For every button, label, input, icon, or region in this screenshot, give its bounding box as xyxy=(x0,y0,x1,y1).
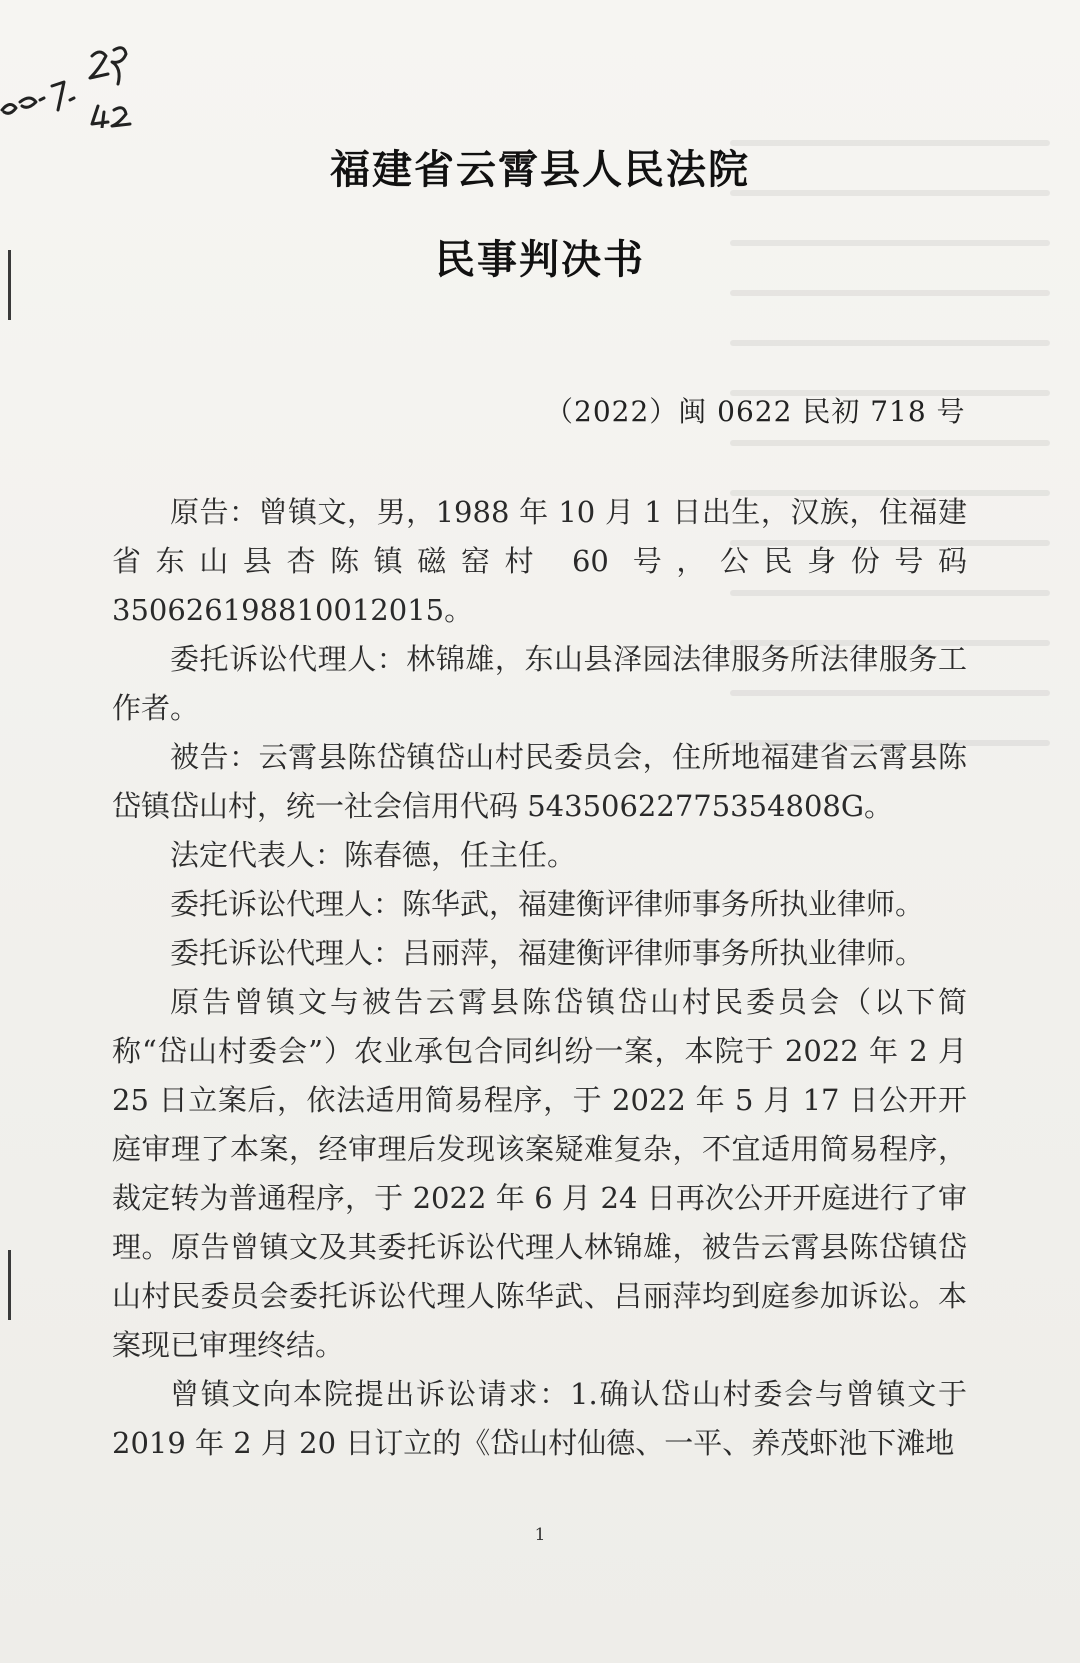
page-number: 1 xyxy=(534,1525,546,1545)
paragraph-defendant-agent-1: 委托诉讼代理人：陈华武，福建衡评律师事务所执业律师。 xyxy=(170,887,925,921)
paragraph-plaintiff: 原告：曾镇文，男，1988 年 10 月 1 日出生，汉族，住福建省东山县杏陈镇磁窑村 60 号，公民身份号码 350626198810012015。 xyxy=(112,495,967,627)
binder-hole-mark xyxy=(0,1250,11,1320)
paragraph-legal-representative: 法定代表人：陈春德，任主任。 xyxy=(170,838,577,872)
paragraph-defendant-agent-2: 委托诉讼代理人：吕丽萍，福建衡评律师事务所执业律师。 xyxy=(170,936,925,970)
handwritten-annotation xyxy=(0,28,150,128)
paragraph-defendant: 被告：云霄县陈岱镇岱山村民委员会，住所地福建省云霄县陈岱镇岱山村，统一社会信用代码 54350622775354808G。 xyxy=(112,740,967,823)
court-name: 福建省云霄县人民法院 xyxy=(330,146,750,193)
handwriting-scribble xyxy=(0,28,150,128)
paragraph-claims: 曾镇文向本院提出诉讼请求：1.确认岱山村委会与曾镇文于 2019 年 2 月 20 日订立的《岱山村仙德、一平、养茂虾池下滩地 xyxy=(112,1377,967,1460)
case-number: （2022）闽 0622 民初 718 号 xyxy=(545,395,966,428)
paragraph-plaintiff-agent: 委托诉讼代理人：林锦雄，东山县泽园法律服务所法律服务工作者。 xyxy=(112,642,967,725)
paragraph-case-history: 原告曾镇文与被告云霄县陈岱镇岱山村民委员会（以下简称“岱山村委会”）农业承包合同纠纷一案，本院于 2022 年 2 月 25 日立案后，依法适用简易程序，于 2022 年 5 月 17 日公开开庭审理了本案，经审理后发现该案疑难复杂，不宜适用简易程序，裁定转为普通程序，于 2022 年 6 月 24 日再次公开开庭进行了审理。原告曾镇文及其委托诉讼代理人林锦雄，被告云霄县陈岱镇岱山村民委员会委托诉讼代理人陈华武、吕丽萍均到庭参加诉讼。本案现已审理终结。 xyxy=(112,985,967,1362)
document-type: 民事判决书 xyxy=(435,236,645,283)
document-body xyxy=(112,488,967,1468)
